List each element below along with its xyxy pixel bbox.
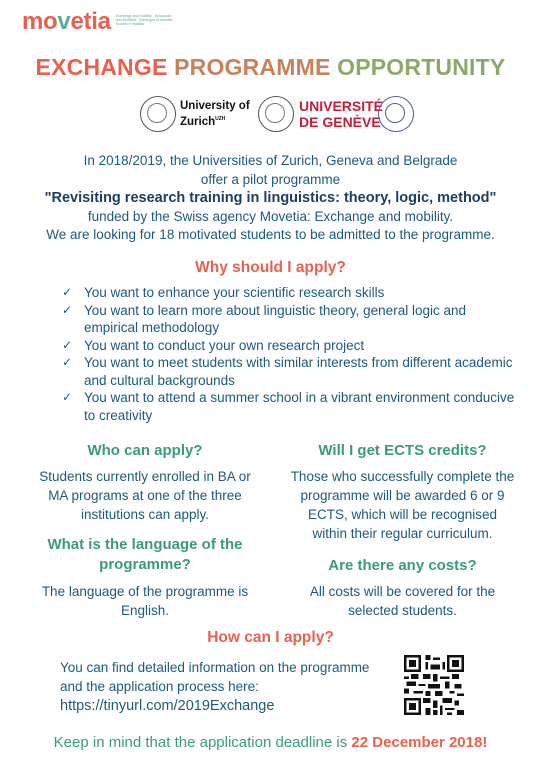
intro-text xyxy=(0,152,541,245)
check-icon: ✓ xyxy=(62,355,73,369)
uzh-name-line1: University of xyxy=(180,99,250,112)
ects-text: Those who successfully complete the programme will be awarded 6 or 9 ECTS, which will be recognised within their regular curriculum. xyxy=(290,469,515,541)
check-icon: ✓ xyxy=(62,337,73,352)
deadline-notice: Keep in mind that the application deadline is 22 December 2018! xyxy=(53,734,488,751)
language-heading: What is the language of the programme? xyxy=(47,536,243,573)
intro-line: We are looking for 18 motivated students to be admitted to the programme. xyxy=(46,227,495,242)
list-item: ✓ You want to attend a summer school in a vibrant environment conducive to creativity xyxy=(62,390,515,423)
intro-line: In 2018/2019, the Universities of Zurich, Geneva and Belgrade xyxy=(83,153,458,168)
uzh-name-line2: Zurich xyxy=(180,115,216,128)
unige-seal-icon xyxy=(258,96,294,132)
university-logos xyxy=(0,96,541,138)
logo-tagline: Exchange and mobility · Austausch und Mobilität · Échanges et mobilité · Scambi e mobilità xyxy=(115,14,175,27)
check-icon: ✓ xyxy=(62,390,73,404)
uzh-seal-icon xyxy=(140,96,176,132)
list-item: ✓ You want to enhance your scientific research skills xyxy=(62,285,385,300)
costs-heading: Are there any costs? xyxy=(328,557,477,574)
why-heading: Why should I apply? xyxy=(195,259,346,276)
list-item: ✓ You want to learn more about linguistic theory, general logic and empirical methodology xyxy=(62,302,466,335)
who-text: Students currently enrolled in BA or MA programs at one of the three institutions can apply. xyxy=(39,469,251,522)
unige-name-line2: DE GENÈVE xyxy=(299,114,381,130)
deadline-date: 22 December 2018! xyxy=(351,734,488,751)
application-link[interactable]: https://tinyurl.com/2019Exchange xyxy=(60,698,275,714)
uzh-abbrev: UZH xyxy=(215,115,226,122)
list-item: ✓ You want to conduct your own research project xyxy=(62,337,365,353)
list-item: ✓ You want to meet students with similar interests from different academic and cultural backgrounds xyxy=(62,355,513,388)
uzh-logo xyxy=(140,96,250,132)
how-heading: How can I apply? xyxy=(207,629,334,646)
check-icon: ✓ xyxy=(62,302,73,317)
check-icon: ✓ xyxy=(62,285,73,299)
page-title: EXCHANGE PROGRAMME OPPORTUNITY xyxy=(35,54,506,80)
costs-text: All costs will be covered for the selected students. xyxy=(309,584,496,618)
belgrade-seal-icon xyxy=(378,96,414,132)
unige-logo xyxy=(258,96,383,132)
qr-code-icon[interactable] xyxy=(404,655,464,715)
who-heading: Who can apply? xyxy=(87,442,203,459)
unige-name-line1: UNIVERSITÉ xyxy=(299,98,384,114)
intro-line: funded by the Swiss agency Movetia: Exchange and mobility. xyxy=(87,208,454,224)
belgrade-logo xyxy=(378,96,414,132)
intro-line: offer a pilot programme xyxy=(200,171,341,187)
ects-heading: Will I get ECTS credits? xyxy=(318,442,487,459)
reasons-list xyxy=(40,284,520,424)
logo-wordmark: movetia xyxy=(22,8,111,35)
how-text: You can find detailed information on the programme and the application process here: https://tinyurl.com/2019Exchange xyxy=(60,658,400,716)
programme-title: "Revisiting research training in linguistics: theory, logic, method" xyxy=(44,190,497,206)
movetia-logo xyxy=(22,8,176,36)
language-text: The language of the programme is English. xyxy=(41,584,249,618)
